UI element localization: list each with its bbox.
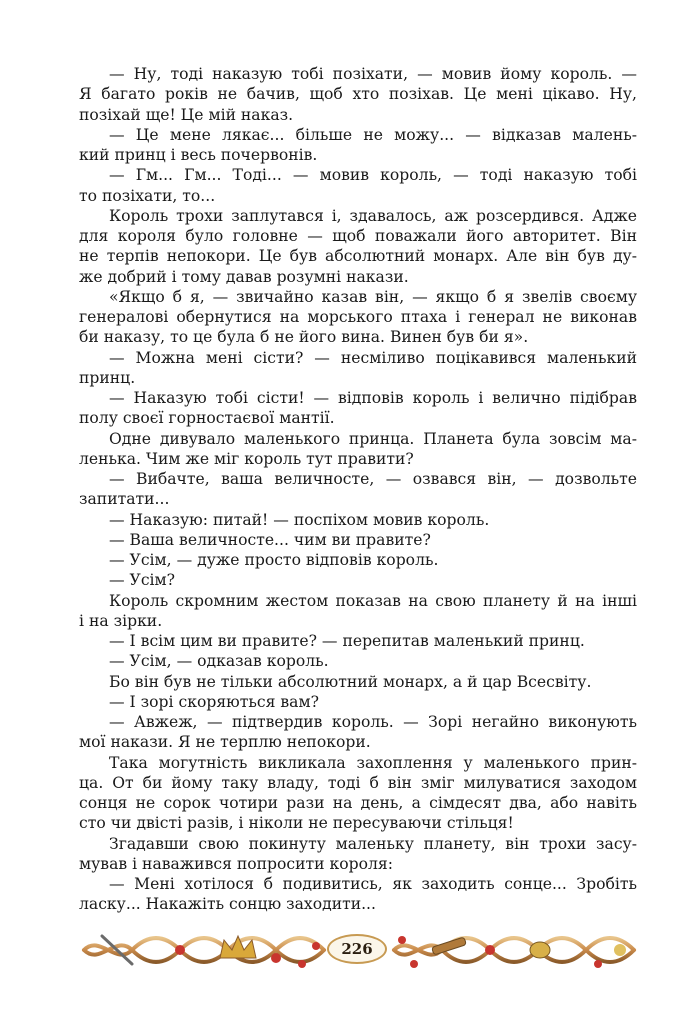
text-line: принц. xyxy=(79,368,136,387)
text-line: — Усім, — дуже просто відповів король. xyxy=(109,551,439,569)
text-line: полу своєї горностаєвої мантії. xyxy=(79,409,335,428)
shell-icon xyxy=(530,942,550,958)
text-line: не терпів непокори. Це був абсолютний монарх. Але він був ду- xyxy=(79,247,637,266)
text-line: — Ваша величносте... чим ви правите? xyxy=(109,530,431,549)
text-line: позіхай ще! Це мій наказ. xyxy=(79,105,294,124)
text-line: мої накази. Я не терплю непокори. xyxy=(79,733,371,752)
text-line: ленька. Чим же міг король тут правити? xyxy=(79,449,414,468)
text-line: кий принц і весь почервонів. xyxy=(79,146,318,164)
text-line: генералові обернутися на морського птаха і генерал не виконав xyxy=(79,308,637,326)
text-line: і на зірки. xyxy=(79,611,163,630)
text-line: Одне дивувало маленького принца. Планета була зовсім ма- xyxy=(109,429,637,448)
text-line: «Якщо б я, — звичайно казав він, — якщо б я звелів своєму xyxy=(109,287,637,306)
text-line: — Усім, — одказав король. xyxy=(109,652,329,671)
text-line: ласку... Накажіть сонцю заходити... xyxy=(79,895,376,914)
text-line: — Вибачте, ваша величносте, — озвався він, — дозвольте xyxy=(109,470,637,488)
page-number: 226 xyxy=(327,934,387,964)
text-line: Згадавши свою покинуту маленьку планету, він трохи засу- xyxy=(109,834,637,853)
text-line: — І всім цим ви правите? — перепитав маленький принц. xyxy=(109,632,585,650)
text-line: то позіхати, то... xyxy=(79,186,216,205)
text-line: же добрий і тому давав розумні накази. xyxy=(79,267,409,286)
text-line: — І зорі скоряються вам? xyxy=(109,692,319,711)
text-line: — Можна мені сісти? — несміливо поцікавився маленький xyxy=(109,348,637,367)
text-line: би наказу, то це була б не його вина. Винен був би я». xyxy=(79,328,529,347)
text-line: — Ну, тоді наказую тобі позіхати, — мовив йому король. — xyxy=(109,65,637,83)
text-line: сонця не сорок чотири рази на день, а сімдесят два, або навіть xyxy=(79,794,637,812)
text-line: мував і наважився попросити короля: xyxy=(79,854,394,873)
text-line: Бо він був не тільки абсолютний монарх, а й цар Всесвіту. xyxy=(109,672,592,691)
text-line: — Це мене лякає... більше не можу... — відказав малень- xyxy=(109,125,637,144)
text-line: сто чи двісті разів, і ніколи не пересуваючи стільця! xyxy=(79,814,514,833)
text-line: Я багато років не бачив, щоб хто позіхав. Це мені цікаво. Ну, xyxy=(79,85,637,104)
text-line: запитати... xyxy=(79,490,170,509)
text-line: — Наказую тобі сісти! — відповів король і велично підібрав xyxy=(109,389,637,407)
text-line: Король скромним жестом показав на свою планету й на інші xyxy=(109,591,637,610)
text-line: — Мені хотілося б подивитись, як заходить сонце... Зробіть xyxy=(109,875,637,893)
text-line: Король трохи заплутався і, здавалось, аж розсердився. Адже xyxy=(109,206,637,225)
text-line: Така могутність викликала захоплення у маленького прин- xyxy=(109,753,637,772)
flower-icon xyxy=(614,944,626,956)
text-line: для короля було головне — щоб поважали його авторитет. Він xyxy=(79,227,637,245)
text-line: — Гм... Гм... Тоді... — мовив король, — тоді наказую тобі xyxy=(109,166,637,185)
telescope-icon xyxy=(432,937,467,955)
text-line: — Усім? xyxy=(109,571,176,590)
text-line: ца. От би йому таку владу, тоді б він зміг милуватися заходом xyxy=(79,773,637,792)
text-line: — Авжеж, — підтвердив король. — Зорі негайно виконують xyxy=(109,713,637,731)
body-text xyxy=(79,64,637,915)
text-line: — Наказую: питай! — поспіхом мовив король. xyxy=(109,510,490,529)
